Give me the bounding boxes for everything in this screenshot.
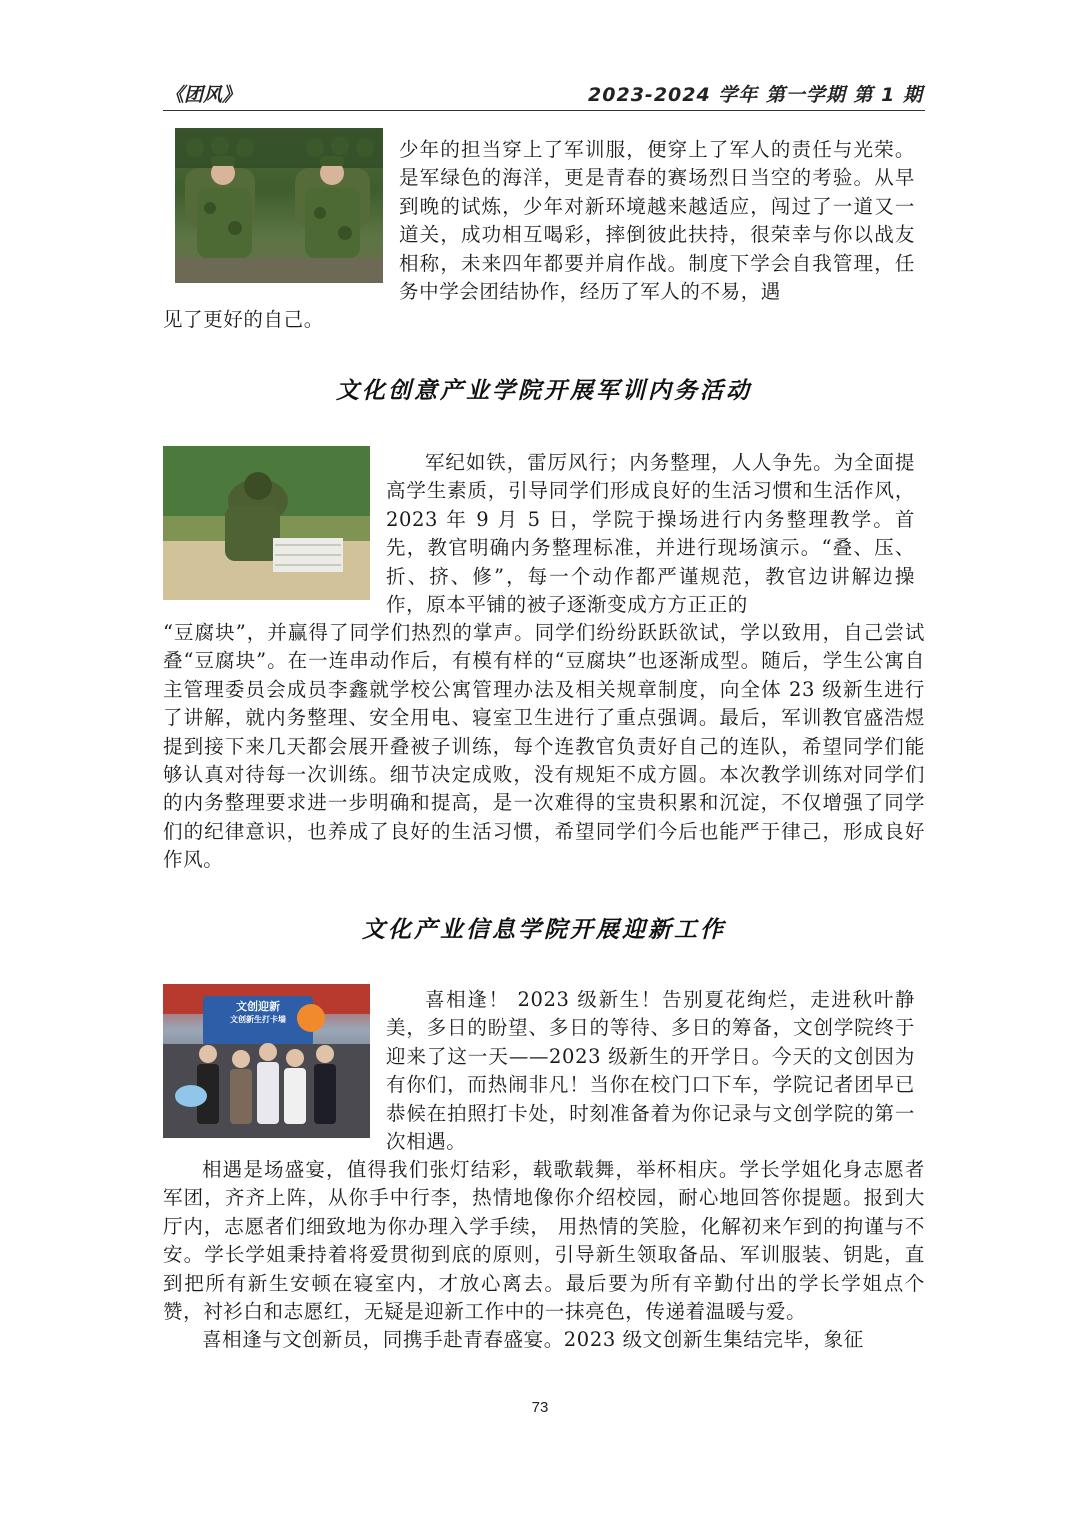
- section2-wrap-paragraph: [386, 449, 915, 619]
- section3-paragraph-2: 相遇是场盛宴，值得我们张灯结彩，载歌载舞，举杯相庆。学长学姐化身志愿者军团，齐齐上阵，从你手中行李，热情地像你介绍校园，耐心地回答你提题。报到大厅内，志愿者们细致地为你办理入学手续， 用热情的笑脸，化解初来乍到的拘谨与不安。学长学姐秉持着将爱贯彻到底的原则，引导新生领取备品、军训服装、钥匙，直到把所有新生安顿在寝室内，才放心离去。最后要为所有辛勤付出的学长学姐点个赞，衬衫白和志愿红，无疑是迎新工作中的一抹亮色，传递着温暖与爱。: [163, 1158, 925, 1324]
- section3-wrap-text: 喜相逢！ 2023 级新生！告别夏花绚烂，走进秋叶静美，多日的盼望、多日的等待、多日的筹备，文创学院终于迎来了这一天——2023 级新生的开学日。今天的文创因为有你们，而热闹非凡！当你在校门口下车，学院记者团早已恭候在拍照打卡处，时刻准备着为你记录与文创学院的第一次相遇。: [386, 988, 915, 1154]
- section2-title: 文化创意产业学院开展军训内务活动: [336, 378, 752, 404]
- section1-wrap-paragraph: [399, 136, 915, 306]
- page-header: [163, 78, 925, 111]
- section1-tail-text: 见了更好的自己。: [163, 308, 324, 331]
- sign-title: 文创迎新: [236, 1000, 280, 1013]
- section1-tail-paragraph: [163, 306, 925, 334]
- sign-subtitle: 文创新生打卡墙: [230, 1015, 286, 1024]
- journal-name: 《团风》: [165, 84, 242, 106]
- section3-title: 文化产业信息学院开展迎新工作: [362, 917, 726, 943]
- section2-wrap-text: 军纪如铁，雷厉风行；内务整理，人人争先。为全面提高学生素质，引导同学们形成良好的生活习惯和生活作风，2023 年 9 月 5 日，学院于操场进行内务整理教学。首先，教官明确内务整理标准，并进行现场演示。“叠、压、折、挤、修”，每一个动作都严谨规范，教官边讲解边操作，原本平铺的被子逐渐变成方方正正的: [386, 451, 915, 617]
- issue-info: 2023-2024 学年 第一学期 第 1 期: [588, 84, 923, 106]
- welcome-new-students-photo: [163, 984, 370, 1138]
- section3-wrap-paragraph: [386, 986, 915, 1156]
- dormitory-drill-photo: [163, 446, 370, 600]
- page-number: 73: [531, 1399, 549, 1416]
- section1-wrap-text: 少年的担当穿上了军训服，便穿上了军人的责任与光荣。是军绿色的海洋，更是青春的赛场烈日当空的考验。从早到晚的试炼，少年对新环境越来越适应，闯过了一道又一道关，成功相互喝彩，摔倒彼此扶持，很荣幸与你以战友相称，未来四年都要并肩作战。制度下学会自我管理，任务中学会团结协作，经历了军人的不易，遇: [399, 138, 915, 304]
- section3-body: [163, 1156, 925, 1355]
- military-training-photo: [175, 128, 383, 283]
- section2-tail-paragraph: [163, 619, 925, 875]
- section2-tail-text: “豆腐块”，并赢得了同学们热烈的掌声。同学们纷纷跃跃欲试，学以致用，自己尝试叠“豆腐块”。在一连串动作后，有模有样的“豆腐块”也逐渐成型。随后，学生公寓自主管理委员会成员李鑫就学校公寓管理办法及相关规章制度，向全体 23 级新生进行了讲解，就内务整理、安全用电、寝室卫生进行了重点强调。最后，军训教官盛浩煜提到接下来几天都会展开叠被子训练，每个连教官负责好自己的连队，希望同学们能够认真对待每一次训练。细节决定成败，没有规矩不成方圆。本次教学训练对同学们的内务整理要求进一步明确和提高，是一次难得的宝贵积累和沉淀，不仅增强了同学们的纪律意识，也养成了良好的生活习惯，希望同学们今后也能严于律己，形成良好作风。: [163, 621, 925, 872]
- section3-paragraph-3: 喜相逢与文创新员，同携手赴青春盛宴。2023 级文创新生集结完毕，象征: [202, 1328, 864, 1352]
